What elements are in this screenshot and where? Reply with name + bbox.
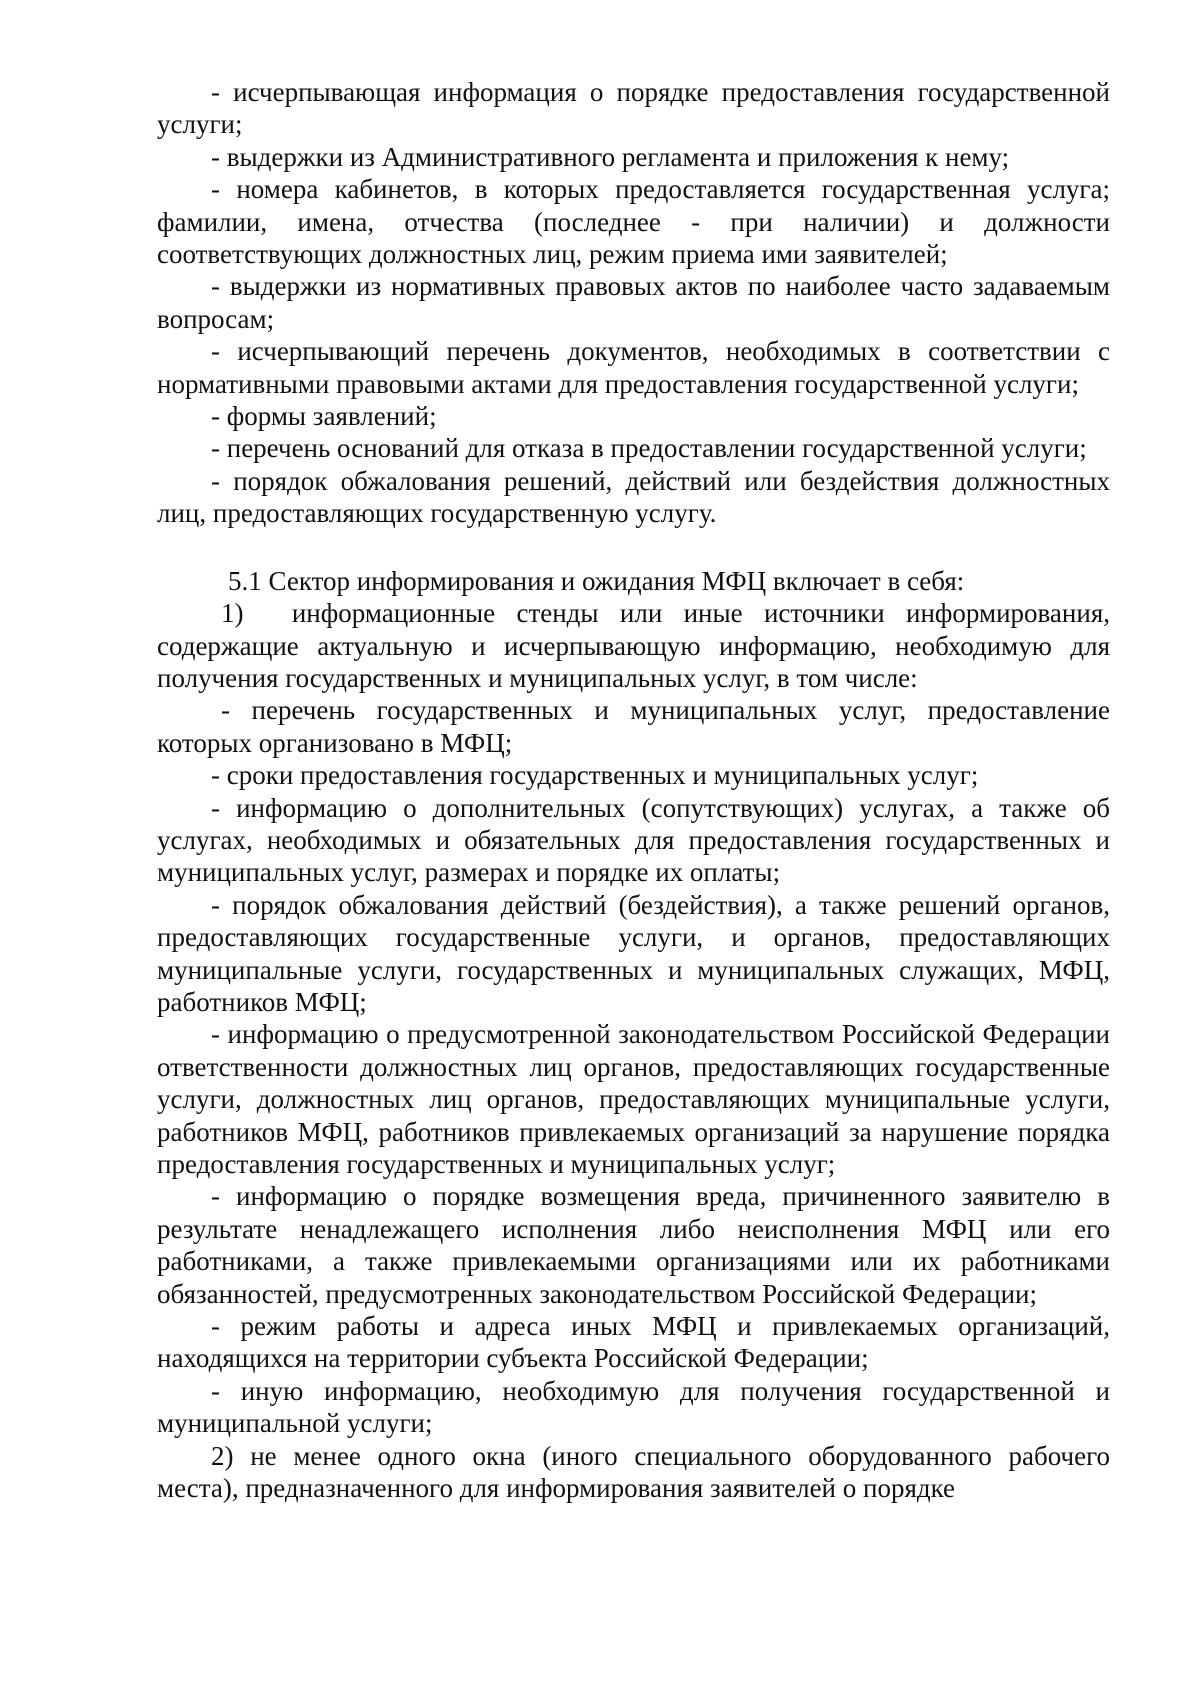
numbered-item-1: 1) информационные стенды или иные источники информирования, содержащие актуальную и исчерпывающую информацию, необходимую для получения государственных и муниципальных услуг, в том числе: <box>157 598 1110 693</box>
document-page <box>157 76 1110 1504</box>
list-item: - иную информацию, необходимую для получения государственной и муниципальной услуги; <box>157 1375 1110 1439</box>
list-item: - сроки предоставления государственных и муниципальных услуг; <box>211 760 979 791</box>
list-item: - перечень государственных и муниципальных услуг, предоставление которых организовано в МФЦ; <box>157 695 1110 758</box>
list-item: - информацию о порядке возмещения вреда, причиненного заявителю в результате ненадлежащего исполнения либо неисполнения МФЦ или его работниками, а также привлекаемыми организациями или их работниками обязанностей, предусмотренных законодательством Российской Федерации; <box>157 1181 1110 1309</box>
paragraph-application-forms: - формы заявлений; <box>211 401 437 432</box>
paragraph-full-info: - исчерпывающая информация о порядке предоставления государственной услуги; <box>157 77 1110 140</box>
section-heading: 5.1 Сектор информирования и ожидания МФЦ включает в себя: <box>228 565 965 596</box>
list-item: - режим работы и адреса иных МФЦ и привлекаемых организаций, находящихся на территории субъекта Российской Федерации; <box>157 1311 1110 1374</box>
paragraph-legal-excerpts: - выдержки из нормативных правовых актов по наиболее часто задаваемым вопросам; <box>157 271 1110 334</box>
paragraph-regulation-excerpts: - выдержки из Административного регламента и приложения к нему; <box>211 141 1010 172</box>
list-item: - информацию о дополнительных (сопутствующих) услугах, а также об услугах, необходимых и обязательных для предоставления государственных и муниципальных услуг, размерах и порядке их оплаты; <box>157 792 1110 888</box>
paragraph-cabinet-numbers: - номера кабинетов, в которых предоставляется государственная услуга; фамилии, имена, отчества (последнее - при наличии) и должности соответствующих должностных лиц, режим приема ими заявителей; <box>157 174 1110 270</box>
numbered-item-2: 2) не менее одного окна (иного специального оборудованного рабочего места), предназначенного для информирования заявителей о порядке <box>157 1440 1110 1504</box>
list-item: - порядок обжалования действий (бездействия), а также решений органов, предоставляющих государственные услуги, и органов, предоставляющих муниципальные услуги, государственных и муниципальных служащих, МФЦ, работников МФЦ; <box>157 889 1110 1017</box>
paragraph-appeal-procedure: - порядок обжалования решений, действий или бездействия должностных лиц, предоставляющих государственную услугу. <box>157 465 1110 529</box>
paragraph-document-list: - исчерпывающий перечень документов, необходимых в соответствии с нормативными правовыми актами для предоставления государственной услуги; <box>157 336 1110 399</box>
list-item: - информацию о предусмотренной законодательством Российской Федерации ответственности должностных лиц органов, предоставляющих государственные услуги, должностных лиц органов, предоставляющих муниципальные услуги, работников МФЦ, работников привлекаемых организаций за нарушение порядка предоставления государственных и муниципальных услуг; <box>157 1019 1110 1179</box>
paragraph-refusal-grounds: - перечень оснований для отказа в предоставлении государственной услуги; <box>211 433 1087 464</box>
